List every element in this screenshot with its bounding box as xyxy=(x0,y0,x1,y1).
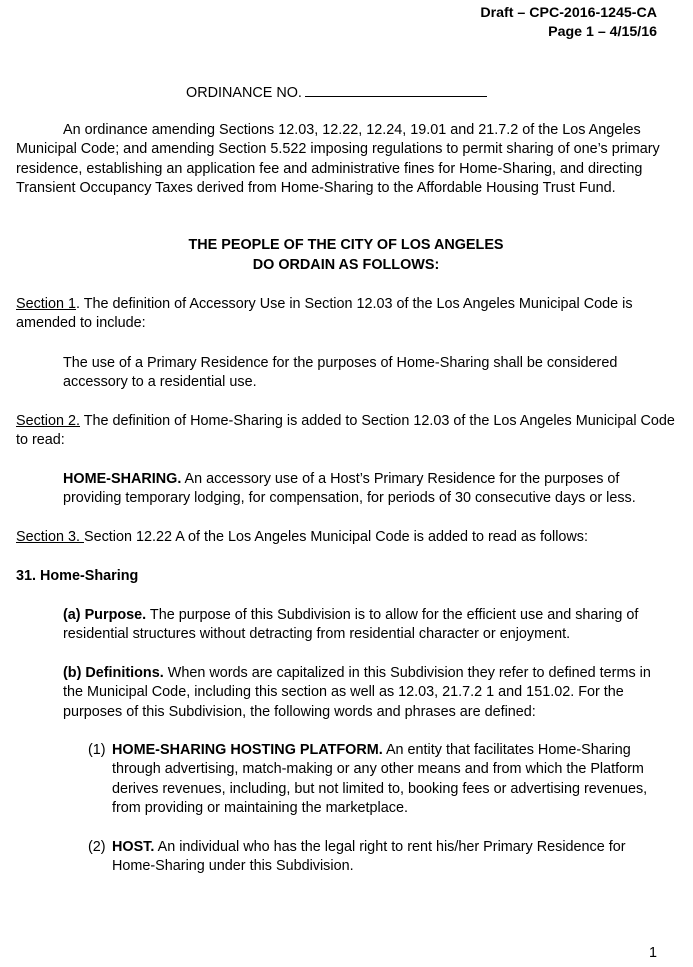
definition-item-text: An entity that facilitates Home-Sharing through advertising, match-making or any other means and from which the Platform derives revenues, including, but not limited to, booking fees or advertising revenues, from providing or maintaining the marketplace. xyxy=(112,742,648,817)
home-sharing-text: An accessory use of a Host’s Primary Residence for the purposes of providing temporary lodging, for compensation, for periods of 30 consecutive days or less. xyxy=(63,471,636,507)
definition-item-1 xyxy=(88,741,668,819)
definition-item-number: (1) xyxy=(88,742,106,758)
section-1 xyxy=(16,295,676,334)
definition-item-text: An individual who has the legal right to rent his/her Primary Residence for Home-Sharing under this Subdivision. xyxy=(112,839,626,875)
definitions-paragraph xyxy=(63,664,663,722)
section-3-text: Section 12.22 A of the Los Angeles Municipal Code is added to read as follows: xyxy=(84,529,589,545)
section-2-label: Section 2. xyxy=(16,413,80,429)
purpose-text: The purpose of this Subdivision is to allow for the efficient use and sharing of residential structures without detracting from residential character or enjoyment. xyxy=(63,607,639,643)
section-1-text: . The definition of Accessory Use in Section 12.03 of the Los Angeles Municipal Code is amended to include: xyxy=(16,296,633,332)
purpose-paragraph xyxy=(63,606,663,645)
ordinance-number xyxy=(186,82,487,103)
definitions-label: (b) Definitions. xyxy=(63,665,164,681)
ordain-heading-1: THE PEOPLE OF THE CITY OF LOS ANGELES xyxy=(188,237,504,253)
definitions-text: When words are capitalized in this Subdivision they refer to defined terms in the Municipal Code, including this section as well as 12.03, 21.7.2 1 and 151.02. For the purposes of this Subdivision, the following words and phrases are defined: xyxy=(63,665,651,720)
section-1-label: Section 1 xyxy=(16,296,77,312)
section-1-quote: The use of a Primary Residence for the purposes of Home-Sharing shall be considered accessory to a residential use. xyxy=(63,355,618,391)
page-date: Page 1 – 4/15/16 xyxy=(548,24,657,40)
definition-item-term: HOST. xyxy=(112,839,155,855)
definition-item-2 xyxy=(88,838,668,877)
section-2 xyxy=(16,412,676,451)
section-2-text: The definition of Home-Sharing is added to Section 12.03 of the Los Angeles Municipal Code to read: xyxy=(16,413,675,449)
ordain-heading-2: DO ORDAIN AS FOLLOWS: xyxy=(252,257,440,273)
definition-item-body xyxy=(112,741,668,819)
page-number: 1 xyxy=(648,945,657,961)
definition-item-body xyxy=(112,838,668,877)
ordinance-label: ORDINANCE NO. xyxy=(186,85,302,101)
section-3 xyxy=(16,528,676,547)
definition-item-term: HOME-SHARING HOSTING PLATFORM. xyxy=(112,742,383,758)
definition-item-number: (2) xyxy=(88,839,106,855)
ordinance-blank-line xyxy=(305,82,487,97)
draft-id: Draft – CPC-2016-1245-CA xyxy=(480,5,657,21)
subdivision-title: 31. Home-Sharing xyxy=(16,568,139,584)
intro-paragraph: An ordinance amending Sections 12.03, 12.22, 12.24, 19.01 and 21.7.2 of the Los Angeles Municipal Code; and amending Section 5.522 imposing regulations to permit sharing of one’s primary residence, establishing an application fee and administrative fines for Home-Sharing, and directing Transient Occupancy Taxes derived from Home-Sharing to the Affordable Housing Trust Fund. xyxy=(16,122,660,197)
home-sharing-definition xyxy=(63,470,663,509)
home-sharing-term: HOME-SHARING. xyxy=(63,471,182,487)
section-3-label: Section 3. xyxy=(16,529,84,545)
purpose-label: (a) Purpose. xyxy=(63,607,147,623)
